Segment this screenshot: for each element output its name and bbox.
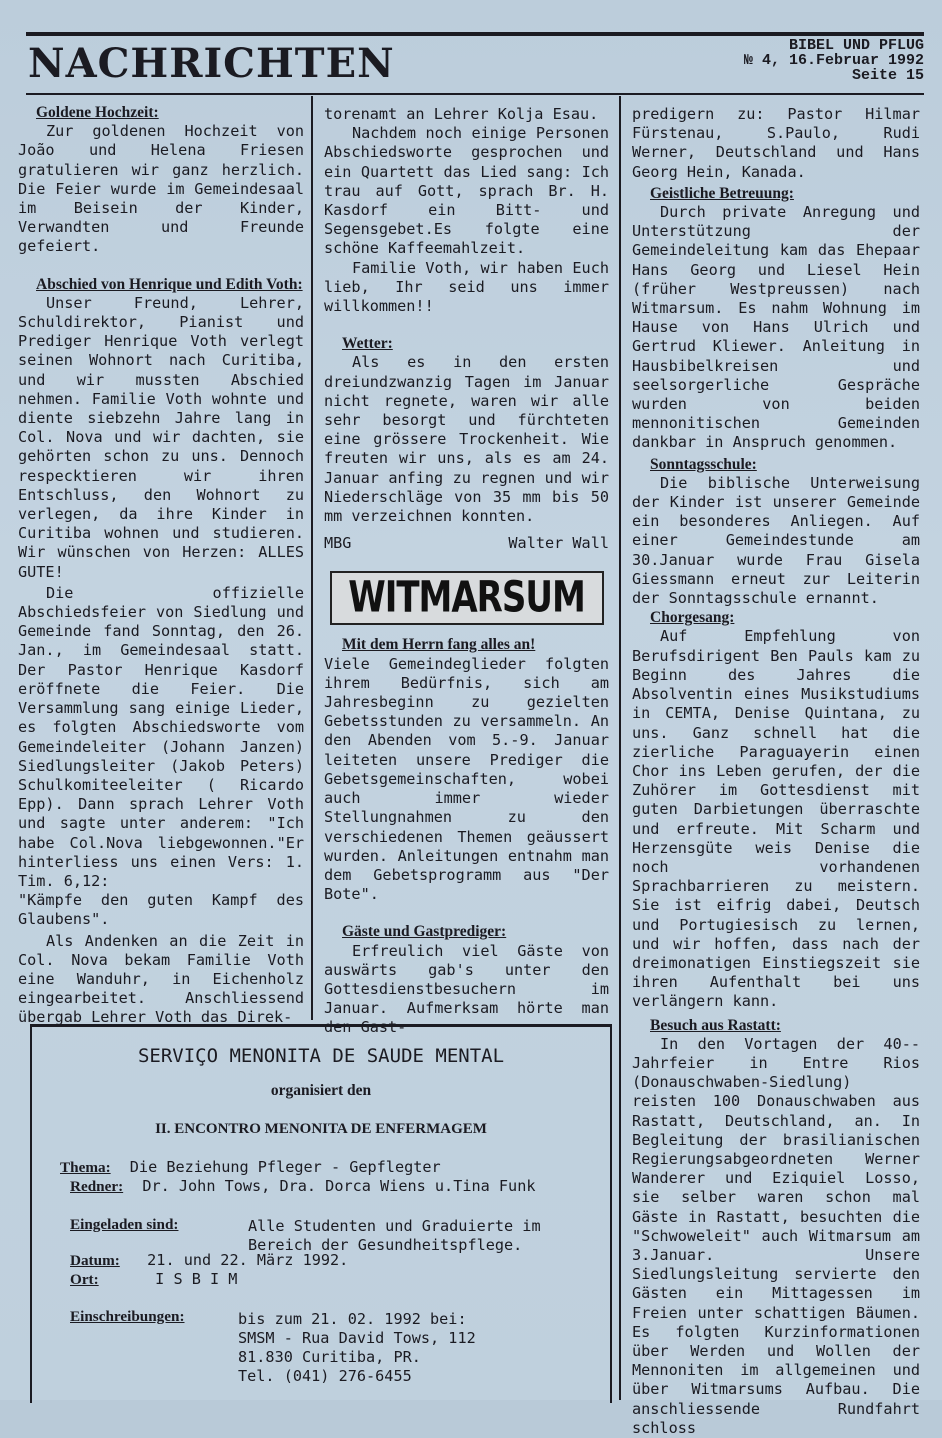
event-notice-box (30, 1024, 612, 1403)
article-heading: Geistliche Betreuung: (650, 184, 794, 202)
notice-ort-row (70, 1270, 237, 1289)
article-paragraph: Familie Voth, wir haben Euch lieb, Ihr seid uns immer willkommen!! (324, 258, 609, 316)
article-paragraph: torenamt an Lehrer Kolja Esau. (324, 105, 599, 123)
datum-value: 21. und 22. März 1992. (147, 1251, 349, 1269)
notice-thema-row (60, 1158, 441, 1177)
redner-value: Dr. John Tows, Dra. Dorca Wiens u.Tina Funk (142, 1177, 536, 1195)
article-heading: Abschied von Henrique und Edith Voth: (36, 275, 303, 293)
article-paragraph: predigern zu: Pastor Hilmar Fürstenau, S.Paulo, Rudi Werner, Deutschland und Hans Georg Hein, Kanada. (632, 105, 920, 181)
article-heading: Gäste und Gastprediger: (342, 923, 507, 941)
ort-label: Ort: (70, 1271, 99, 1288)
witmarsum-logo (330, 571, 604, 625)
signature-author: Walter Wall (508, 534, 609, 553)
column-1 (18, 103, 304, 1028)
column-3 (632, 105, 920, 1438)
einschreibungen-label: Einschreibungen: (70, 1308, 185, 1325)
article-paragraph: Die offizielle Abschiedsfeier von Siedlung und Gemeinde fand Sonntag, den 26. Jan., im Gemeindesaal statt. Der Pastor Henrique Kasdorf eröffnete die Feier. Die Versammlung sang einige Lieder, es folgten Abschiedsworte vom Gemeindeleiter (Johann Janzen) Siedlungsleiter (Jakob Peters) Schulkomiteeleiter ( Ricardo Epp). Dann sprach Lehrer Voth und sagte unter anderem: "Ich habe Col.Nova liebgewonnen."Er hinterliess uns einen Vers: 1. Tim. 6,12: (18, 583, 304, 890)
issue-date: № 4, 16.Februar 1992 (743, 52, 924, 69)
signature-initials: MBG (324, 534, 352, 553)
publication-info (744, 38, 924, 83)
signature-line (324, 534, 609, 553)
article-paragraph: Viele Gemeindeglieder folgten ihrem Bedürfnis, sich am Jahresbeginn zu gezielten Gebetsstunden zu versammeln. An den Abenden vom 5.-9. Januar leiteten unsere Prediger die Gebetsgemeinschaften, wobei auch immer wieder Stellungnahmen zu den verschiedenen Themen geäussert wurden. Anleitungen entnahm man dem Gebetsprogramm aus "Der Bote". (324, 654, 609, 904)
thema-label: Thema: (60, 1159, 111, 1176)
article-heading: Wetter: (342, 335, 393, 353)
publication-name: BIBEL UND PFLUG (788, 37, 924, 54)
datum-label: Datum: (70, 1252, 120, 1269)
article-paragraph: Zur goldenen Hochzeit von João und Helena Friesen gratulieren wir ganz herzlich. Die Feier wurde im Gemeindesaal im Beisein der Kinder, Verwandten und Freunde gefeiert. (18, 122, 304, 256)
article-heading: Sonntagsschule: (650, 455, 757, 473)
ort-value: I S B I M (155, 1270, 238, 1288)
article-paragraph: Auf Empfehlung von Berufsdirigent Ben Pauls kam zu Beginn des Jahres die Absolventin eines Musikstudiums in CEMTA, Denise Quintana, zu uns. Ganz schnell hat die zierliche Paraguayerin einen Chor ins Leben gerufen, der die Zuhörer im Gottesdienst mit guten Darbietungen überraschte und erfreute. Mit Scharm und Herzensgüte weis Denise die noch vorhandenen Sprachbarrieren zu meistern. Sie ist eifrig dabei, Deutsch und Portugiesisch zu lernen, und wir hoffen, dass nach der dreimonatigen Einstiegszeit sie ihren Aufenthalt bei uns verlängern kann. (632, 627, 920, 1011)
eingeladen-label: Eingeladen sind: (70, 1216, 179, 1233)
article-paragraph: Unser Freund, Lehrer, Schuldirektor, Pianist und Prediger Henrique Voth verlegt seinen Wohnort nach Curitiba, und wir mussten Abschied nehmen. Familie Voth wohnte und diente siebzehn Jahre lang in Col. Nova und wir dachten, sie gehörten schon zu uns. Dennoch respecktieren wir ihren Entschluss, den Wohnort zu verlegen, da ihre Kinder in Curitiba wohnen und studieren. Wir wünschen von Herzen: ALLES GUTE! (18, 293, 304, 581)
article-heading: Besuch aus Rastatt: (650, 1016, 781, 1034)
article-heading: Mit dem Herrn fang alles an! (342, 636, 536, 654)
eingeladen-value: Alle Studenten und Graduierte im Bereich der Gesundheitspflege. (248, 1217, 541, 1254)
masthead-title: NACHRICHTEN (28, 40, 395, 87)
article-paragraph: Nachdem noch einige Personen Abschiedsworte gesprochen und ein Quartett das Lied sang: Ich trau auf Gott, sprach Br. H. Kasdorf ein Bitt- und Segensgebet.Es folgte eine schöne Kaffeemahlzeit. (324, 124, 609, 258)
article-paragraph: In den Vortagen der 40--Jahrfeier in Entre Rios (Donauschwaben-Siedlung) reisten 100 Donauschwaben aus Rastatt, Deutschland, an. In Begleitung der brasilianischen Regierungsabgeordneten Werner Wanderer und Eziquiel Losso, sie selber waren schon mal Gäste in Rastatt, besuchten die "Schwoweleit" auch Witmarsum am 3.Januar. Unsere Siedlungsleitung servierte den Gästen ein Mittagessen im Freien unter schattigen Bäumen. Es folgten Kurzinformationen über Werden und Wollen der Mennoniten im allgemeinen und über Witmarsums Aufbau. Die anschliessende Rundfahrt schloss (632, 1034, 920, 1437)
article-heading: Goldene Hochzeit: (36, 104, 159, 121)
notice-subtitle: organisiert den (270, 1082, 372, 1099)
notice-title: SERVIÇO MENONITA DE SAUDE MENTAL (137, 1045, 505, 1067)
article-paragraph: Durch private Anregung und Unterstützung der Gemeindeleitung kam das Ehepaar Hans Georg und Liesel Hein (früher Westpreussen) nach Witmarsum. Es nahm Wohnung im Hause von Hans Ulrich und Gertrud Kliewer. Anleitung in Hausbibelkreisen und seelsorgerliche Gespräche wurden von beiden mennonitischen Gemeinden dankbar in Anspruch genommen. (632, 203, 920, 452)
notice-datum-row (70, 1251, 348, 1270)
article-paragraph: Die biblische Unterweisung der Kinder ist unserer Gemeinde ein besonderes Anliegen. Auf einer Gemeindestunde am 30.Januar wurde Frau Gisela Giessmann erneut zur Leiterin der Sonntagsschule ernannt. (632, 473, 920, 608)
logo-text: WITMARSUM (348, 572, 585, 623)
article-paragraph: "Kämpfe den guten Kampf des Glaubens". (18, 891, 304, 929)
article-paragraph: Erfreulich viel Gäste von auswärts gab's unter den Gottesdienstbesuchern im Januar. Aufmerksam hörte man den Gast- (324, 941, 609, 1037)
article-heading: Chorgesang: (650, 609, 735, 627)
masthead-rule (26, 93, 924, 95)
thema-value: Die Beziehung Pfleger - Gepflegter (129, 1158, 441, 1176)
article-paragraph: Als Andenken an die Zeit in Col. Nova bekam Familie Voth eine Wanduhr, in Eichenholz eingearbeitet. Anschliessend übergab Lehrer Voth das Direk- (18, 931, 304, 1027)
redner-label: Redner: (70, 1178, 124, 1195)
article-paragraph: Als es in den ersten dreiundzwanzig Tagen im Januar nicht regnete, waren wir alle sehr besorgt und fürchteten eine grössere Trockenheit. Wie freuten wir uns, als es am 24. Januar anfing zu regnen und wir Niederschläge von 35 mm bis 50 mm verzeichnen konnten. (324, 353, 609, 526)
column-divider (619, 96, 621, 1400)
page-number: Seite 15 (851, 67, 924, 84)
top-rule (26, 32, 924, 36)
column-divider (311, 96, 313, 1020)
notice-redner-row (70, 1177, 536, 1196)
einschreibungen-value: bis zum 21. 02. 1992 bei: SMSM - Rua David Tows, 112 81.830 Curitiba, PR. Tel. (041) 276-6455 (238, 1310, 476, 1385)
column-2 (324, 105, 609, 1038)
notice-event-name: II. ENCONTRO MENONITA DE ENFERMAGEM (155, 1121, 487, 1137)
